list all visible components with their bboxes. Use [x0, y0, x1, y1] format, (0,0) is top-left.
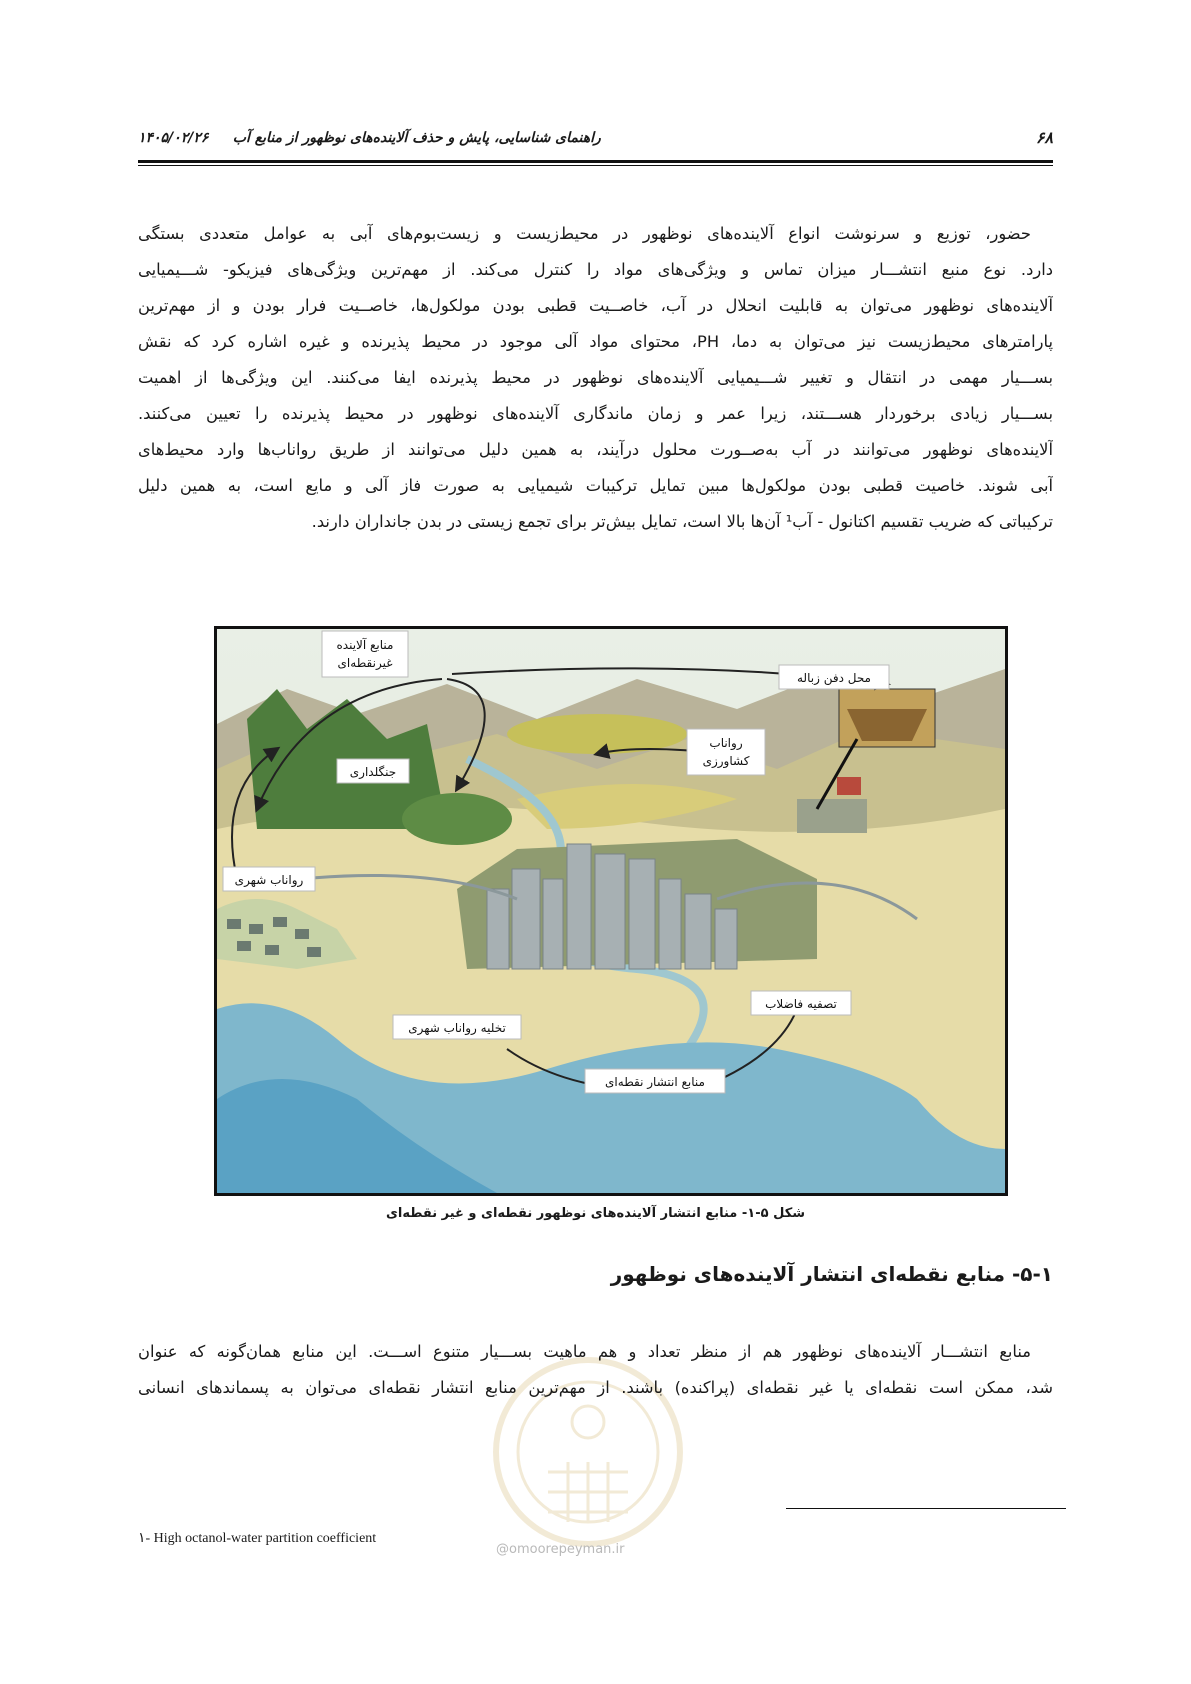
figure-caption: شکل ۵-۱- منابع انتشار آلاینده‌های نوظهور نقطه‌ای و غیر نقطه‌ای	[385, 1206, 806, 1221]
running-title-text: راهنمای شناسایی، پایش و حذف آلاینده‌های نوظهور از منابع آب	[232, 130, 601, 146]
header-rule-thin	[138, 165, 1053, 166]
paragraph-line: شد، ممکن است نقطه‌ای یا غیر نقطه‌ای (پراکنده) باشند. از مهم‌ترین منابع انتشار نقطه‌ای می‌توان به پسماندهای انسانی	[138, 1378, 1053, 1397]
paragraph-line: آبی شوند. خاصیت قطبی بودن مولکول‌ها مبین تمایل ترکیبات شیمیایی به صورت فاز آلی و مایع است، به همین دلیل	[138, 476, 1053, 495]
label-agri-line2: کشاورزی	[702, 754, 750, 768]
paragraph-line: دارد. نوع منبع انتشـــار میزان تماس و ویژگی‌های مواد را کنترل می‌کند. از مهم‌ترین ویژگی‌های فیزیکو- شـــیمیایی	[138, 260, 1053, 279]
section-heading: ۵-۱- منابع نقطه‌ای انتشار آلاینده‌های نوظهور	[610, 1262, 1053, 1286]
running-title	[138, 130, 601, 146]
paragraph-line: آلاینده‌های نوظهور می‌توانند در آب به‌صــورت محلول درآیند، به همین دلیل می‌توانند از طریق رواناب‌ها وارد محیط‌های	[138, 440, 1053, 459]
header-rule-thick	[138, 160, 1053, 163]
paragraph-line: پارامترهای محیط‌زیست نیز می‌توان به دما، PH، محتوای مواد آلی موجود در محیط پذیرنده و غیره اشاره کرد که نقش	[138, 332, 1053, 351]
label-point-sources: منابع انتشار نقطه‌ای	[605, 1075, 705, 1089]
body-paragraph-2	[138, 1334, 1053, 1406]
footnote-rule	[786, 1508, 1066, 1509]
paragraph-line: آلاینده‌های نوظهور می‌توان به قابلیت انحلال در آب، خاصــیت قطبی بودن مولکول‌ها، خاصــیت فرار بودن و از مهم‌ترین	[138, 296, 1053, 315]
orchard	[402, 793, 512, 845]
paragraph-line: بســـیار زیادی برخوردار هســـتند، زیرا عمر و زمان ماندگاری آلاینده‌های نوظهور در محیط پذیرنده را تعیین می‌کنند.	[138, 404, 1053, 423]
paragraph-line: ترکیباتی که ضریب تقسیم اکتانول - آب¹ آن‌ها بالا است، تمایل بیش‌تر برای تجمع زیستی در بدن جانداران دارند.	[311, 512, 1053, 531]
paragraph-line: بســـیار مهمی در انتقال و تغییر شـــیمیایی آلاینده‌های نوظهور در محیط پذیرنده ایفا می‌کنند. این ویژگی‌ها از اهمیت	[138, 368, 1053, 387]
label-urban-discharge: تخلیه رواناب شهری	[408, 1021, 506, 1035]
paragraph-line: منابع انتشـــار آلاینده‌های نوظهور هم از منظر تعداد و هم ماهیت بســـیار متنوع اســـت. این منابع همان‌گونه که عنوان	[138, 1342, 1031, 1361]
crop-field	[507, 714, 687, 754]
body-paragraph-1	[138, 216, 1053, 540]
running-header	[138, 128, 1053, 152]
label-landfill: محل دفن زباله	[797, 671, 871, 685]
page-number: ۶۸	[1035, 128, 1053, 147]
landscape-illustration	[217, 629, 1005, 1193]
label-urban-runoff: رواناب شهری	[234, 873, 304, 887]
label-nonpoint-line1: منابع آلاینده	[336, 638, 394, 652]
farm-yard	[797, 799, 867, 833]
label-nonpoint-line2: غیرنقطه‌ای	[337, 656, 393, 670]
paragraph-line: حضور، توزیع و سرنوشت انواع آلاینده‌های نوظهور در محیط‌زیست و زیست‌بوم‌های آبی به عوامل متعددی بستگی	[138, 224, 1031, 243]
label-agri-line1: رواناب	[709, 736, 743, 750]
watermark-text: @omoorepeyman.ir	[496, 1542, 625, 1557]
label-forestry: جنگلداری	[349, 765, 397, 779]
label-wastewater: تصفیه فاضلاب	[765, 997, 837, 1011]
running-date: ۱۴۰۵/۰۲/۲۶	[138, 130, 209, 146]
pollution-sources-figure	[214, 626, 1008, 1196]
barn	[837, 777, 861, 795]
footnote: ۱- High octanol-water partition coefficient	[138, 1531, 377, 1546]
